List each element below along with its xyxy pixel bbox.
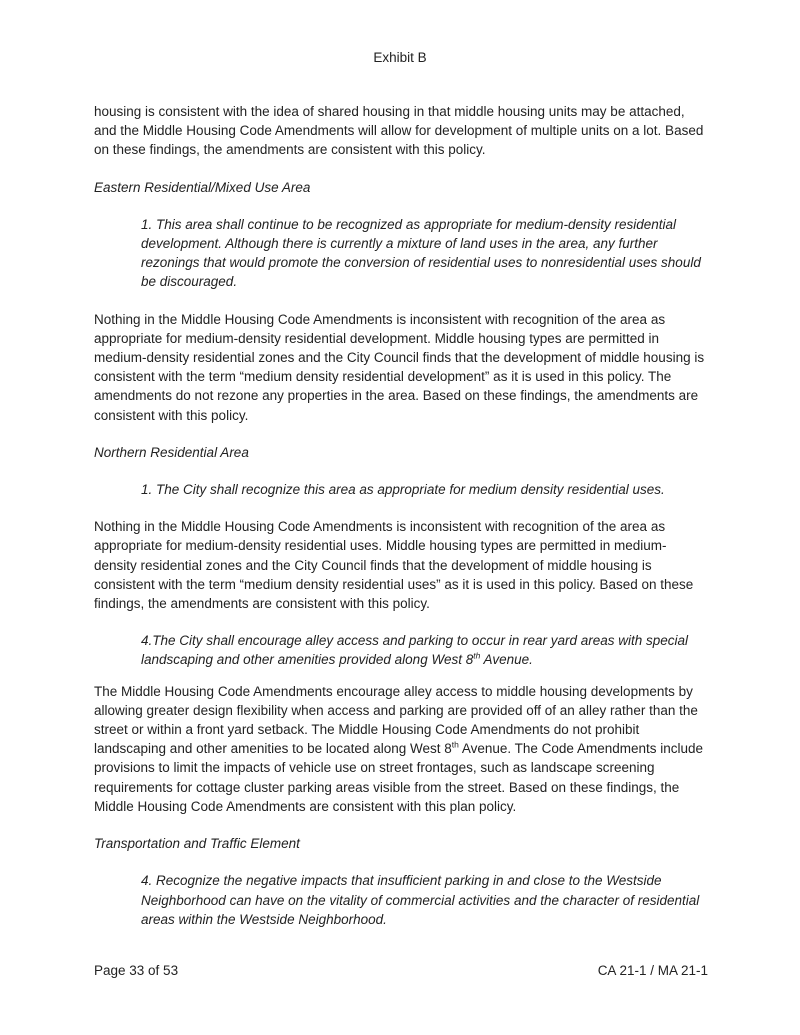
quote-text: 4.The City shall encourage alley access and parking to occur in rear yard areas with special landscaping and other amenities provided along West 8	[141, 633, 689, 668]
paragraph-text: Avenue. The Code Amendments include provisions to limit the impacts of vehicle use on street frontages, such as landscape screening requirements for cottage cluster parking areas visible from the street. Based on these findings, the Middle Housing Code Amendments are consistent with this plan policy.	[94, 741, 704, 814]
page-footer	[94, 962, 708, 980]
paragraph-text: The Middle Housing Code Amendments encourage alley access to middle housing developments by allowing greater design flexibility when access and parking are provided off of an alley rather than the street or within a front yard setback. The Middle Housing Code Amendments do not prohibit landscaping and other amenities to be located along West 8	[94, 683, 698, 757]
page-header: Exhibit B	[373, 50, 427, 65]
ordinal-suffix: th	[473, 650, 481, 661]
section-heading: Eastern Residential/Mixed Use Area	[94, 179, 311, 195]
paragraph: housing is consistent with the idea of shared housing in that middle housing units may be attached, and the Middle Housing Code Amendments will allow for development of multiple units on a lot. Based on these findings, the amendments are consistent with this policy.	[94, 104, 704, 158]
page-number: Page 33 of 53	[94, 963, 179, 978]
document-body	[94, 102, 708, 947]
paragraph: Nothing in the Middle Housing Code Amendments is inconsistent with recognition of the area as appropriate for medium-density residential uses. Middle housing types are permitted in medium-density residential zones and the City Council finds that the development of middle housing is consistent with the term “medium density residential uses” as it is used in this policy. Based on these findings, the amendments are consistent with this policy.	[94, 519, 694, 612]
paragraph: Nothing in the Middle Housing Code Amendments is inconsistent with recognition of the area as appropriate for medium-density residential development. Middle housing types are permitted in medium-density residential zones and the City Council finds that the development of middle housing is consistent with the term “medium density residential development” as it is used in this policy. The amendments do not rezone any properties in the area. Based on these findings, the amendments are consistent with this policy.	[94, 311, 705, 423]
section-heading: Northern Residential Area	[94, 444, 249, 460]
policy-quote: 1. This area shall continue to be recognized as appropriate for medium-density residential development. Although there is currently a mixture of land uses in the area, any further rezonings that would promote the conversion of residential uses to nonresidential uses should be discouraged.	[141, 216, 701, 290]
policy-quote: 1. The City shall recognize this area as appropriate for medium density residential uses.	[141, 482, 665, 498]
policy-quote	[141, 631, 708, 669]
paragraph	[94, 682, 708, 816]
policy-quote: 4. Recognize the negative impacts that insufficient parking in and close to the Westside Neighborhood can have on the vitality of commercial activities and the character of residential areas within the Westside Neighborhood.	[141, 873, 700, 927]
section-heading: Transportation and Traffic Element	[94, 836, 300, 852]
quote-text: Avenue.	[480, 652, 533, 668]
document-code: CA 21-1 / MA 21-1	[597, 963, 708, 978]
ordinal-suffix: th	[451, 739, 459, 750]
